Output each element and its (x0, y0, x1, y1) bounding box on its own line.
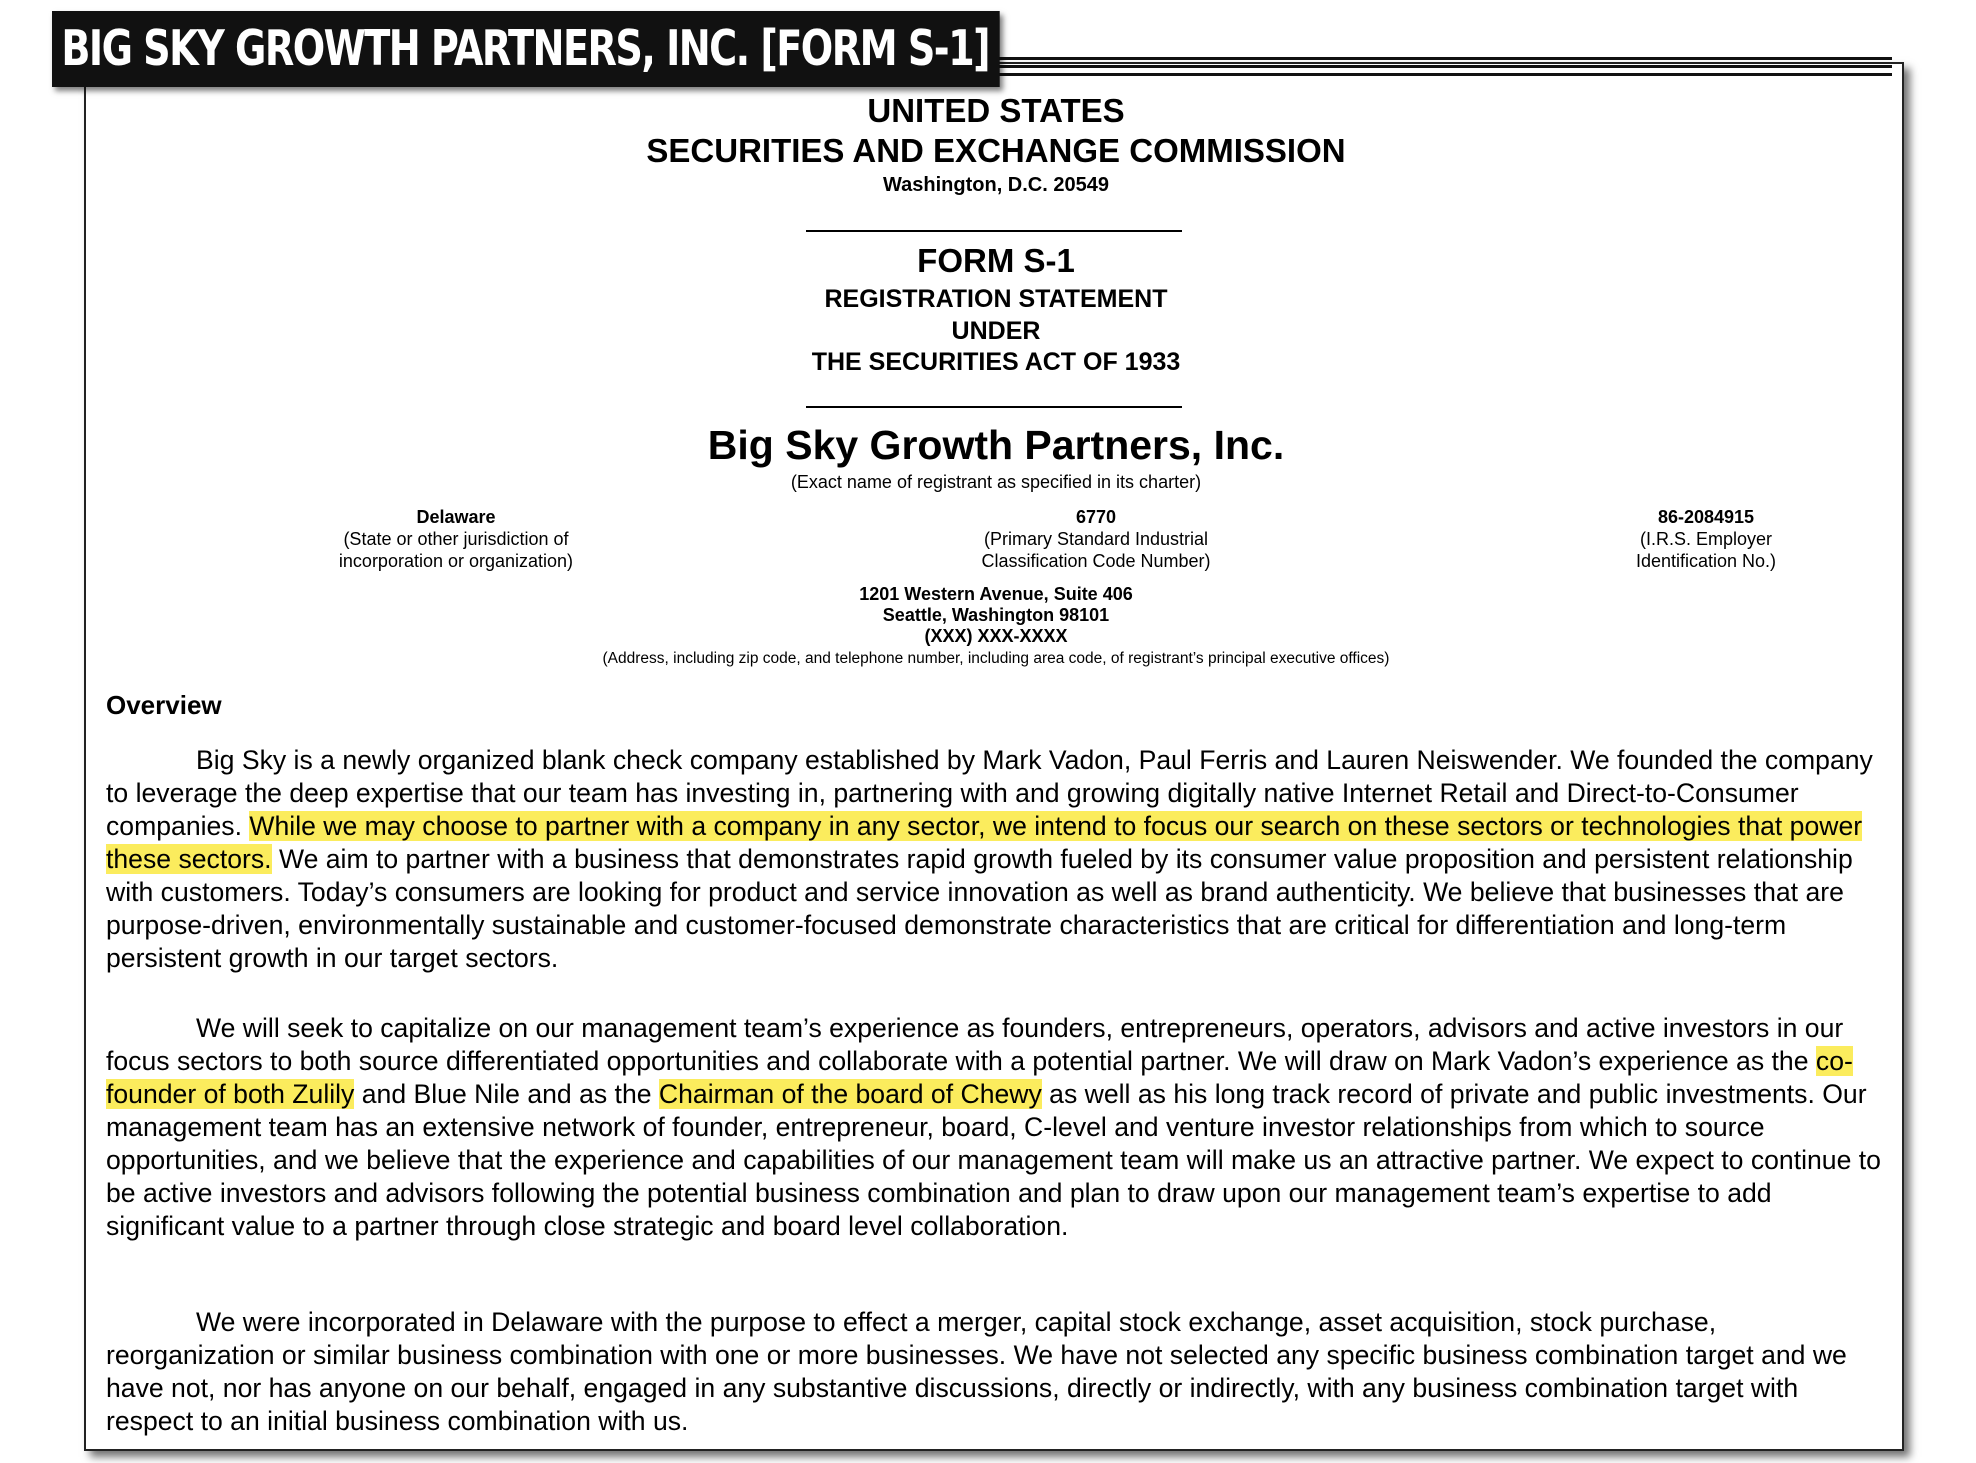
company-name-note: (Exact name of registrant as specified in its charter) (790, 472, 1202, 492)
paragraph-text: We aim to partner with a business that demonstrates rapid growth fueled by its consumer value proposition and persistent relationship with customers. Today’s consumers are looking for product and service innovation as well as brand authenticity. We believe that businesses that are purpose-driven, environmentally sustainable and customer-focused demonstrate characteristics that are critical for differentiation and long-term persistent growth in our target sectors. (106, 844, 1853, 973)
sic-note-line: Classification Code Number) (981, 551, 1211, 571)
company-name: Big Sky Growth Partners, Inc. (707, 422, 1285, 468)
overview-heading: Overview (106, 690, 222, 720)
address-line: 1201 Western Avenue, Suite 406 (859, 584, 1133, 604)
header-agency: SECURITIES AND EXCHANGE COMMISSION (646, 132, 1346, 169)
overview-paragraph-2 (106, 1012, 1890, 1243)
header-city: Washington, D.C. 20549 (883, 174, 1109, 196)
statement-title: REGISTRATION STATEMENT (824, 285, 1168, 313)
sic-value: 6770 (1075, 507, 1117, 527)
highlighted-text: co-founder of both Zulily (106, 1046, 1853, 1109)
sic-column (896, 506, 1296, 572)
highlighted-text: While we may choose to partner with a company in any sector, we intend to focus our search on these sectors or technologies that power these sectors. (106, 811, 1863, 874)
state-column (256, 506, 656, 572)
divider (806, 406, 1182, 408)
overview-paragraph-1 (106, 744, 1890, 975)
address-line: Seattle, Washington 98101 (882, 605, 1110, 625)
overview-paragraph-3: We were incorporated in Delaware with the purpose to effect a merger, capital stock exchange, asset acquisition, stock purchase, reorganization or similar business combination with one or more businesses. We have not selected any specific business combination target and we have not, nor has anyone on our behalf, engaged in any substantive discussions, directly or indirectly, with any business combination target with respect to an initial business combination with us. (106, 1307, 1847, 1436)
irs-column (1536, 506, 1876, 572)
form-title: FORM S-1 (917, 242, 1075, 279)
under-label: UNDER (951, 317, 1041, 345)
divider (806, 230, 1182, 232)
decorative-rules (880, 57, 1892, 81)
state-note-line: incorporation or organization) (338, 551, 574, 571)
address-note: (Address, including zip code, and telephone number, including area code, of registrant’s principal executive offices) (602, 650, 1390, 667)
phone-number: (XXX) XXX-XXXX (924, 626, 1068, 646)
sic-note-line: (Primary Standard Industrial (983, 529, 1209, 549)
irs-note-line: Identification No.) (1635, 551, 1777, 571)
state-value: Delaware (416, 507, 496, 527)
act-title: THE SECURITIES ACT OF 1933 (811, 348, 1181, 376)
title-banner: BIG SKY GROWTH PARTNERS, INC. [FORM S-1] (52, 11, 1000, 87)
paragraph-text: Big Sky is a newly organized blank check company established by Mark Vadon, Paul Ferris and Lauren Neiswender. We founded the company to leverage the deep expertise that our team has investing in, partnering with and growing digitally native Internet Retail and Direct-to-Consumer companies. (106, 745, 1873, 841)
state-note-line: (State or other jurisdiction of (343, 529, 569, 549)
paragraph-text: as well as his long track record of private and public investments. Our management team has an extensive network of founder, entrepreneur, board, C-level and venture investor relationships from which to source opportunities, and we believe that the experience and capabilities of our management team will make us an attractive partner. We expect to continue to be active investors and advisors following the potential business combination and plan to draw upon our management team’s expertise to add significant value to a partner through close strategic and board level collaboration. (106, 1079, 1881, 1241)
irs-note-line: (I.R.S. Employer (1639, 529, 1773, 549)
irs-value: 86-2084915 (1657, 507, 1755, 527)
document-page (84, 62, 1904, 1451)
paragraph-text: We will seek to capitalize on our management team’s experience as founders, entrepreneurs, operators, advisors and active investors in our focus sectors to both source differentiated opportunities and collaborate with a potential partner. We will draw on Mark Vadon’s experience as the (106, 1013, 1844, 1076)
highlighted-text: Chairman of the board of Chewy (658, 1079, 1042, 1109)
header-country: UNITED STATES (867, 92, 1125, 129)
paragraph-text: and Blue Nile and as the (354, 1079, 659, 1109)
